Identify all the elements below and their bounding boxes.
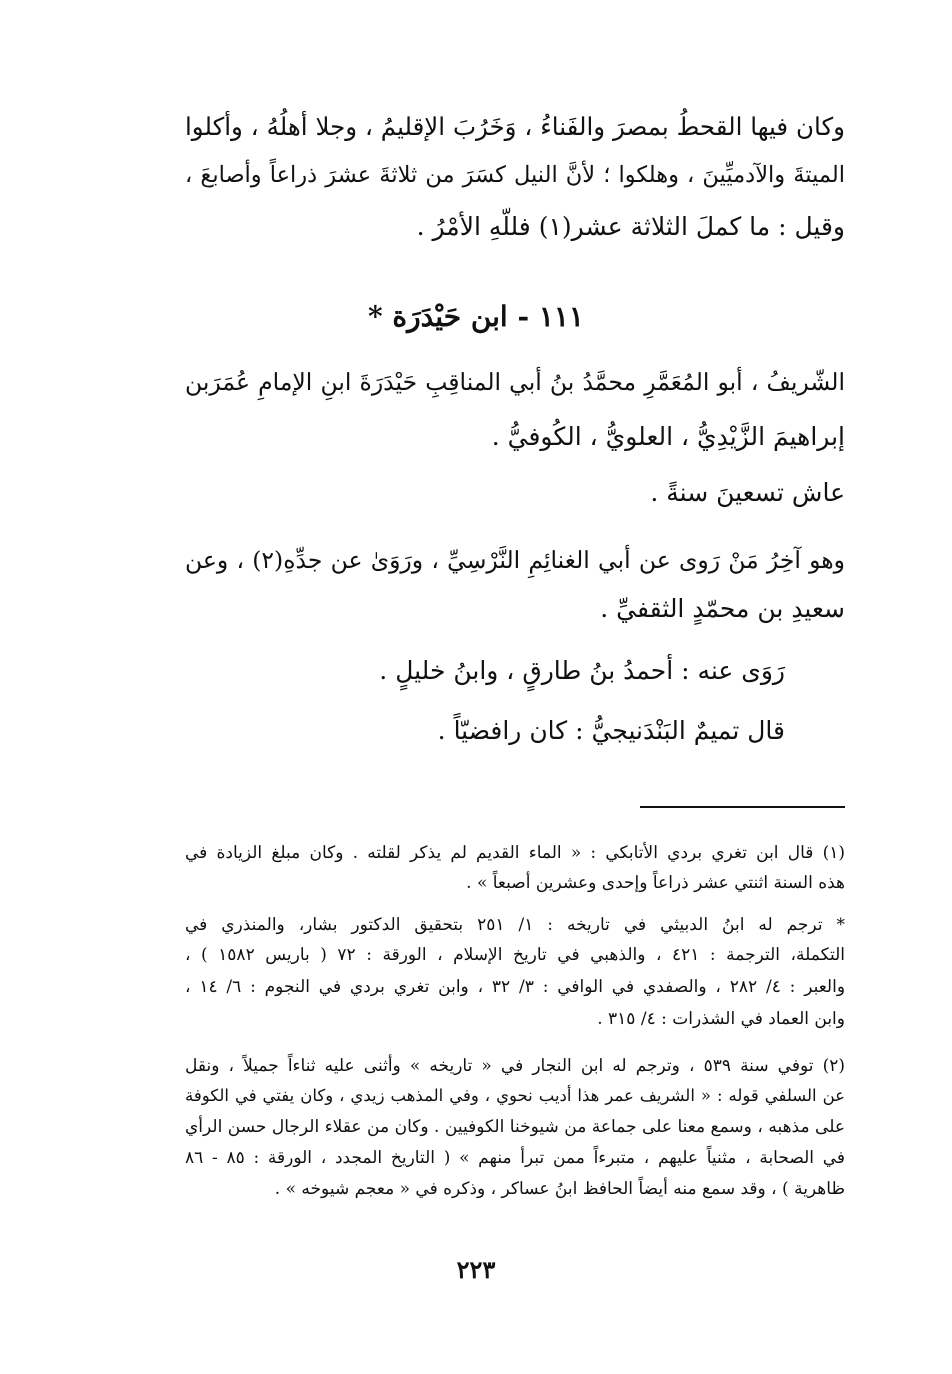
entry-heading: ١١١ - ابن حَيْدَرَة * — [368, 300, 584, 333]
text-line: وهو آخِرُ مَنْ رَوى عن أبي الغنائِمِ النَّرْسِيِّ ، ورَوَىٰ عن جدِّهِ(٢) ، وعن — [185, 546, 846, 574]
text-line: عاش تسعينَ سنةً . — [650, 478, 845, 507]
text-line: قال تميمٌ البَنْدَنيجيُّ : كان رافضيّاً . — [437, 716, 785, 745]
footnote-line: والعبر : ٤/ ٢٨٢ ، والصفدي في الوافي : ٣/ ٣٢ ، وابن تغري بردي في النجوم : ٦/ ١٤ ، — [185, 977, 846, 997]
paragraph-students — [185, 656, 845, 696]
paragraph-lineage — [185, 368, 845, 468]
text-line: وكان فيها القحطُ بمصرَ والفَناءُ ، وَخَرُبَ الإقليمُ ، وجلا أهلُهُ ، وأكلوا — [185, 112, 845, 141]
footnote-line: على مذهبه ، وسمع معنا على جماعة من شيوخنا الكوفيين . وكان من عقلاء الرجال حسن الرأي — [185, 1117, 845, 1137]
footnote-star — [185, 915, 845, 1035]
footnote-line: (٢) توفي سنة ٥٣٩ ، وترجم له ابن النجار في « تاريخه » وأثنى عليه ثناءاً جميلاً ، ونقل — [185, 1056, 845, 1076]
footnote-1 — [185, 843, 845, 903]
text-line: الشّريفُ ، أبو المُعَمَّرِ محمَّدُ بنُ أبي المناقِبِ حَيْدَرَةَ ابنِ الإمامِ عُمَرَبن — [185, 368, 845, 396]
text-line: وقيل : ما كملَ الثلاثة عشر(١) فللّهِ الأمْرُ . — [416, 212, 845, 241]
text-line: إبراهيمَ الزَّيْدِيُّ ، العلويُّ ، الكُوفيُّ . — [491, 422, 845, 451]
paragraph-famine — [185, 112, 845, 262]
footnote-2 — [185, 1056, 845, 1216]
footnote-line: التكملة، الترجمة : ٤٢١ ، والذهبي في تاريخ الإسلام ، الورقة : ٧٢ ( باريس ١٥٨٢ ) ، — [185, 945, 846, 965]
text-line: الميتةَ والآدميِّينَ ، وهلكوا ؛ لأنَّ النيل كسَرَ من ثلاثةَ عشرَ ذراعاً وأصابعَ ، — [185, 162, 845, 188]
footnote-line: * ترجم له ابنُ الدبيثي في تاريخه : ١/ ٢٥١ بتحقيق الدكتور بشار، والمنذري في — [185, 915, 845, 935]
footnote-line: ظاهرية ) ، وقد سمع منه أيضاً الحافظ ابنُ عساكر ، وذكره في « معجم شيوخه » . — [274, 1179, 845, 1199]
footnote-line: وابن العماد في الشذرات : ٤/ ٣١٥ . — [597, 1009, 845, 1029]
footnote-line: في الصحابة ، مثنياً عليهم ، متبرءاً ممن تبرأ منهم » ( التاريخ المجدد ، الورقة : ٨٥ - ٨٦ — [185, 1148, 845, 1168]
footnote-separator — [640, 806, 845, 808]
footnote-line: عن السلفي قوله : « الشريف عمر هذا أديب نحوي ، وفي المذهب زيدي ، وكان يفتي في الكوفة — [185, 1086, 845, 1105]
text-line: رَوَى عنه : أحمدُ بنُ طارقٍ ، وابنُ خليلٍ . — [379, 656, 785, 685]
page-number: ٢٢٣ — [456, 1255, 496, 1284]
footnote-line: (١) قال ابن تغري بردي الأتابكي : « الماء القديم لم يذكر لقلته . وكان مبلغ الزيادة في — [185, 843, 845, 863]
paragraph-narration — [185, 546, 845, 646]
footnote-line: هذه السنة اثنتي عشر ذراعاً وإحدى وعشرين أصبعاً » . — [466, 873, 845, 893]
paragraph-quote — [185, 716, 845, 756]
paragraph-age — [185, 478, 845, 518]
text-line: سعيدِ بن محمّدٍ الثقفيِّ . — [600, 594, 845, 623]
